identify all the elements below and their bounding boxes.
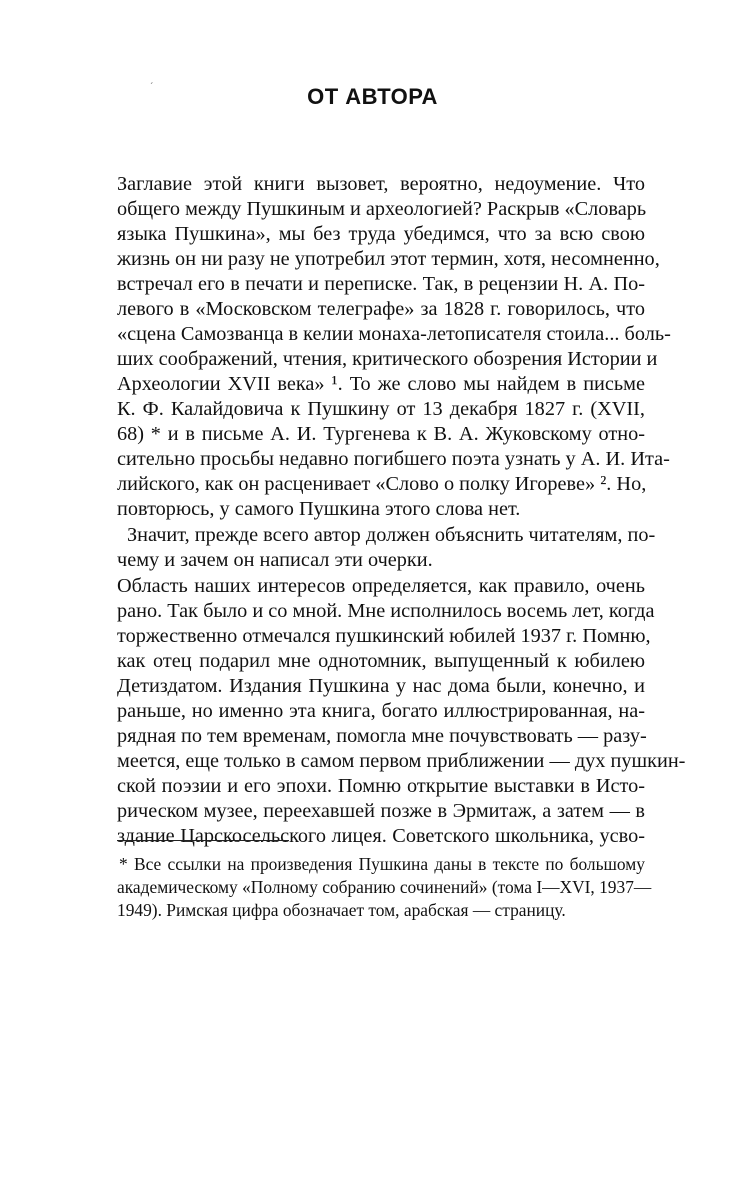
body-line: жизнь он ни разу не употребил этот термин, хотя, несомненно,: [117, 248, 660, 270]
body-line: сительно просьбы недавно погибшего поэта узнать у А. И. Ита-: [117, 448, 670, 470]
page-title: ОТ АВТОРА: [307, 84, 438, 109]
body-line: 68) * и в письме А. И. Тургенева к В. А. Жуковскому отно-: [117, 423, 645, 445]
body-line: чему и зачем он написал эти очерки.: [117, 549, 433, 571]
body-line: встречал его в печати и переписке. Так, в рецензии Н. А. По-: [117, 273, 645, 295]
body-line: торжественно отмечался пушкинский юбилей 1937 г. Помню,: [117, 625, 651, 647]
body-line: языка Пушкина», мы без труда убедимся, что за всю свою: [117, 223, 645, 245]
footnote-line: * Все ссылки на произведения Пушкина даны в тексте по большому: [119, 854, 645, 874]
body-line: Заглавие этой книги вызовет, вероятно, недоумение. Что: [117, 173, 645, 195]
body-line: ской поэзии и его эпохи. Помню открытие выставки в Исто-: [117, 775, 645, 797]
body-line: рано. Так было и со мной. Мне исполнилось восемь лет, когда: [117, 600, 655, 622]
body-line: общего между Пушкиным и археологией? Раскрыв «Словарь: [117, 198, 647, 220]
footnote-line: 1949). Римская цифра обозначает том, арабская — страницу.: [117, 900, 566, 920]
body-line: рядная по тем временам, помогла мне почувствовать — разу-: [117, 725, 647, 747]
body-line: рическом музее, переехавшей позже в Эрмитаж, а затем — в: [117, 800, 645, 822]
body-line: «сцена Самозванца в келии монаха-летописателя стоила... боль-: [117, 323, 671, 345]
body-line: Значит, прежде всего автор должен объяснить читателям, по-: [127, 524, 656, 546]
body-line: Археологии XVII века» ¹. То же слово мы найдем в письме: [117, 373, 645, 395]
body-line: здание Царскосельского лицея. Советского школьника, усво-: [117, 825, 645, 847]
body-line: как отец подарил мне однотомник, выпущенный к юбилею: [117, 650, 645, 672]
body-line: Детиздатом. Издания Пушкина у нас дома были, конечно, и: [117, 675, 645, 697]
body-line: К. Ф. Калайдовича к Пушкину от 13 декабря 1827 г. (XVII,: [117, 398, 645, 420]
footnote-line: академическому «Полному собранию сочинений» (тома I—XVI, 1937—: [117, 877, 652, 897]
body-line: раньше, но именно эта книга, богато иллюстрированная, на-: [117, 700, 645, 722]
body-line: меется, еще только в самом первом приближении — дух пушкин-: [117, 750, 686, 772]
body-line: лийского, как он расценивает «Слово о полку Игореве» ². Но,: [117, 473, 647, 495]
body-line: левого в «Московском телеграфе» за 1828 г. говорилось, что: [117, 298, 645, 320]
stray-mark: ´: [150, 82, 154, 93]
footnote-divider: [117, 840, 289, 841]
body-line: повторюсь, у самого Пушкина этого слова нет.: [117, 498, 521, 520]
body-line: Область наших интересов определяется, как правило, очень: [117, 575, 645, 597]
body-line: ших соображений, чтения, критического обозрения Истории и: [117, 348, 658, 370]
